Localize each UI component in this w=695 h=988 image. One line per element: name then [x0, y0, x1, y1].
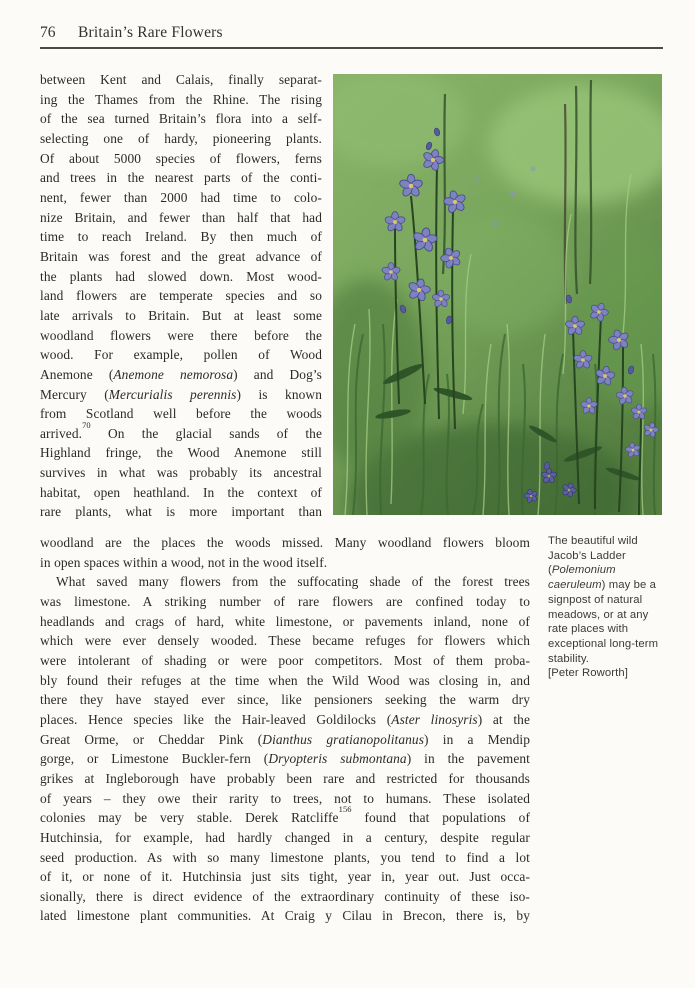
body-text-line: and trees in the nearest parts of the conti-: [40, 170, 322, 186]
body-text-line: was limestone. A striking number of rare flowers are confined today to: [40, 593, 530, 609]
body-text-line: of years – they owe their rarity to trees, not to humans. These isolated: [40, 790, 530, 806]
body-text-line: land flowers are temperate species and so: [40, 288, 322, 304]
body-text-line: grikes at Ingleborough have probably been rare and restricted for thousands: [40, 770, 530, 786]
body-text-line: which were ever densely wooded. These became refuges for flowers which: [40, 633, 530, 649]
caption-line: exceptional long-term: [548, 637, 659, 650]
body-text-line: between Kent and Calais, finally separat-: [40, 72, 322, 87]
body-text-line: ing the Thames from the Rhine. The rising: [40, 91, 322, 107]
header-rule: [40, 47, 663, 49]
running-title: Britain’s Rare Flowers: [78, 24, 223, 41]
body-text-line: places. Hence species like the Hair-leaved Goldilocks (Aster linosyris) at the: [40, 711, 530, 727]
body-text-line: habitat, open heathland. In the context of: [40, 484, 322, 500]
body-text-line: woodland are the places the woods missed. Many woodland flowers bloom: [40, 535, 530, 550]
body-text-line: nent, fewer than 2000 had time to colo-: [40, 189, 322, 205]
body-text-line: Hutchinsia, for example, had hardly changed in a century, despite regular: [40, 829, 530, 845]
body-text-line: gorge, or Limestone Buckler-fern (Dryopteris submontana) in the pavement: [40, 751, 530, 767]
body-text-line: time to reach Ireland. By then much of: [40, 229, 322, 245]
body-text-line: headlands and crags of hard, white limestone, or pavements inland, none of: [40, 613, 530, 629]
body-text-line: nize Britain, and fewer than half that had: [40, 209, 322, 225]
page-number: 76: [40, 24, 56, 41]
body-text-line: were intolerant of shading or were poor competitors. Most of them proba-: [40, 652, 530, 668]
body-text-line: of the sea turned Britain’s flora into a self-: [40, 111, 322, 127]
body-text-line: survives in what was probably its ancestral: [40, 465, 322, 481]
body-text-line: colonies may be very stable. Derek Ratcliffe$^{156}$ found that populations of: [40, 804, 531, 826]
body-left-column: [40, 70, 322, 522]
caption-line: (Polemonium: [548, 564, 616, 577]
caption-line: stability.: [548, 652, 589, 665]
body-text-line: Anemone (Anemone nemorosa) and Dog’s: [40, 366, 322, 382]
body-text-line: What saved many flowers from the suffocating shade of the forest trees: [56, 574, 530, 590]
caption-line: Jacob’s Ladder: [548, 549, 626, 562]
body-text-line: late arrivals to Britain. But at least some: [40, 307, 322, 323]
caption-line: [Peter Roworth]: [548, 667, 628, 680]
body-text-line: from Scotland well before the woods: [40, 406, 322, 422]
body-text-line: woodland flowers were there before the: [40, 327, 322, 343]
body-text-line: Britain was forest and the great advance of: [40, 248, 322, 264]
body-text-line: rare plants, what is more important than: [40, 504, 322, 520]
caption-line: signpost of natural: [548, 593, 643, 606]
body-text-line: Mercury (Mercurialis perennis) is known: [40, 386, 322, 402]
body-text-line: of it, or none of it. Hutchinsia just sits tight, year in, year out. Just occa-: [40, 869, 530, 885]
body-text-line: selecting one of hardy, pioneering plants.: [40, 130, 322, 146]
body-text-line: bly found their refuges at the time when the Wild Wood was closing in, and: [40, 672, 530, 688]
caption-line: meadows, or at any: [548, 608, 649, 621]
body-text-line: lated limestone plant communities. At Craig y Cilau in Brecon, there is, by: [40, 908, 530, 924]
body-full-width: [40, 533, 530, 926]
body-text-line: arrived.$^{70}$ On the glacial sands of the: [40, 419, 322, 441]
caption-line: rate places with: [548, 623, 629, 636]
body-text-line: the plants had slowed down. Most wood-: [40, 268, 322, 284]
body-text-line: in open spaces within a wood, not in the wood itself.: [40, 554, 328, 570]
body-text-line: Of about 5000 species of flowers, ferns: [40, 150, 322, 166]
meadow-illustration: [333, 74, 662, 515]
caption-line: caeruleum) may be a: [548, 579, 657, 592]
body-text-line: wood. For example, pollen of Wood: [40, 347, 322, 363]
jacobs-ladder-photo: [333, 74, 662, 515]
body-text-line: sionally, there is direct evidence of the extraordinary continuity of these iso-: [40, 888, 530, 904]
body-text-line: there they have stayed ever since, like pensioners seeking the warm dry: [40, 692, 530, 708]
body-text-line: Highland fringe, the Wood Anemone still: [40, 445, 322, 461]
body-text-line: Great Orme, or Cheddar Pink (Dianthus gratianopolitanus) in a Mendip: [40, 731, 530, 747]
body-text-line: seed production. As with so many limestone plants, you tend to find a lot: [40, 849, 530, 865]
caption-line: The beautiful wild: [548, 535, 638, 547]
photo-caption: [548, 534, 682, 681]
